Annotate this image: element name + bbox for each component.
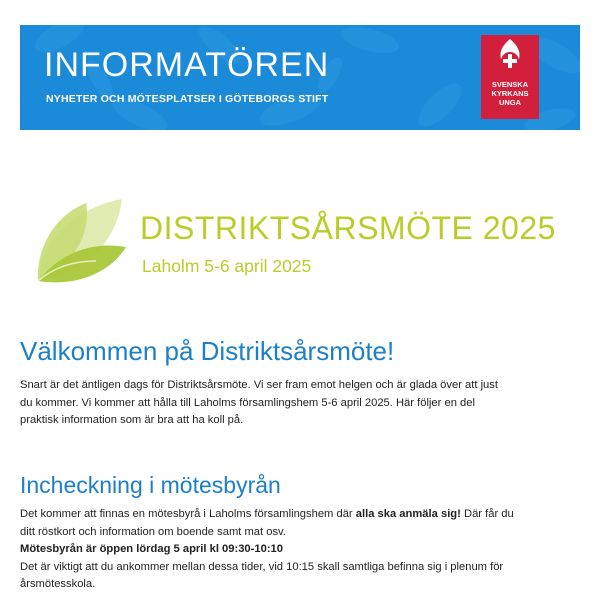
paragraph-line: Det är viktigt att du ankommer mellan dessa tider, vid 10:15 skall samtliga befinna sig i plenum för (20, 560, 504, 573)
checkin-heading: Incheckning i mötesbyrån (20, 472, 281, 498)
paragraph-line: du kommer. Vi kommer att hålla till Laholms församlingshem 5-6 april 2025. Här följer en del (20, 396, 475, 409)
svenska-kyrkans-unga-logo (481, 35, 539, 119)
checkin-paragraph (20, 506, 585, 594)
logo-line: SVENSKA (491, 80, 529, 89)
event-title: DISTRIKTSÅRSMÖTE 2025 (140, 210, 556, 246)
paragraph-line: praktisk information som är bra att ha koll på. (20, 414, 244, 426)
paragraph-text: Där får du (460, 508, 514, 520)
paragraph-line: Snart är det äntligen dags för Distriktsårsmöte. Vi ser fram emot helgen och är glada över att just (20, 379, 498, 391)
emphasis-text: alla ska anmäla sig! (355, 508, 461, 520)
newsletter-title: INFORMATÖREN (44, 46, 330, 84)
paragraph-line: ditt röstkort och information om boende samt mat osv. (20, 525, 286, 538)
newsletter-subtitle: NYHETER OCH MÖTESPLATSER I GÖTEBORGS STIFT (46, 93, 329, 105)
welcome-paragraph (20, 377, 585, 430)
welcome-heading: Välkommen på Distriktsårsmöte! (20, 336, 395, 366)
header-banner (20, 25, 580, 130)
cross-flame-icon (481, 35, 539, 81)
leaf-icon (30, 195, 130, 295)
event-subtitle: Laholm 5-6 april 2025 (142, 256, 312, 276)
opening-hours: Mötesbyrån är öppen lördag 5 april kl 09:30-10:10 (20, 543, 283, 555)
paragraph-line: årsmötesskola. (20, 578, 96, 590)
logo-line: UNGA (498, 97, 522, 107)
logo-line: KYRKANS (491, 88, 529, 98)
paragraph-text: Det kommer att finnas en mötesbyrå i Laholms församlingshem där (20, 508, 356, 520)
